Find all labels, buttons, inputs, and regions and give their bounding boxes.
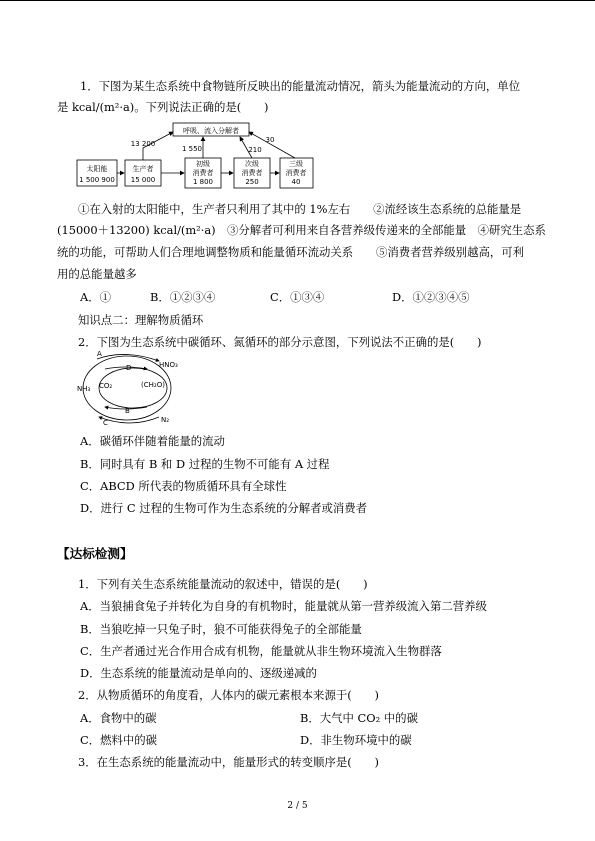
flow-210: 210 xyxy=(248,146,262,154)
process-d-label: D xyxy=(126,364,132,372)
q2-stem: 2．下图为生态系统中碳循环、氮循环的部分示意图，下列说法不正确的是( ) xyxy=(78,335,482,349)
t1-option-a: A．当狼捕食兔子并转化为自身的有机物时，能量就从第一营养级流入第二营养级 xyxy=(80,599,487,613)
q1-statement-line3: 统的功能，可帮助人们合理地调整物质和能量循环流动关系 ⑤消费者营养级别越高，可利 xyxy=(57,245,525,259)
q1-option-a: A．① xyxy=(80,290,112,304)
tertiary-consumer-value: 40 xyxy=(291,178,301,186)
t2-stem: 2．从物质循环的角度看，人体内的碳元素根本来源于( ) xyxy=(78,688,379,702)
q1-option-b: B．①②③④ xyxy=(150,290,216,304)
q2-option-a: A．碳循环伴随着能量的流动 xyxy=(80,434,225,448)
knowledge-point-2: 知识点二：理解物质循环 xyxy=(78,313,204,327)
t3-stem: 3．在生态系统的能量流动中，能量形式的转变顺序是( ) xyxy=(78,755,379,769)
secondary-consumer-label2: 消费者 xyxy=(241,169,263,177)
tertiary-consumer-label1: 三级 xyxy=(289,160,303,168)
q2-option-c: C．ABCD 所代表的物质循环具有全球性 xyxy=(80,479,287,493)
ch2o-label: (CH₂O) xyxy=(141,381,165,389)
producer-label: 生产者 xyxy=(132,165,154,173)
t2-option-d: D．非生物环境中的碳 xyxy=(300,733,412,747)
flow-30: 30 xyxy=(265,136,275,144)
primary-consumer-value: 1 800 xyxy=(192,178,214,186)
q2-option-d: D．进行 C 过程的生物可作为生态系统的分解者或消费者 xyxy=(80,501,368,515)
q1-statement-line4: 用的总能量越多 xyxy=(57,267,137,281)
t2-option-c: C．燃料中的碳 xyxy=(80,733,158,747)
q1-stem-line2: 是 kcal/(m²·a)。下列说法正确的是( ) xyxy=(57,100,269,114)
q1-statement-line1: ①在入射的太阳能中，生产者只利用了其中的 1%左右 ②流经该生态系统的总能量是 xyxy=(78,202,522,216)
header-rule xyxy=(0,0,595,1)
t1-option-b: B．当狼吃掉一只兔子时，狼不可能获得兔子的全部能量 xyxy=(80,622,362,636)
page-number: 2 / 5 xyxy=(287,801,308,811)
nh3-label: NH₃ xyxy=(77,385,91,393)
flow-1550: 1 550 xyxy=(181,145,203,153)
primary-consumer-label1: 初级 xyxy=(196,160,210,168)
sun-label: 太阳能 xyxy=(86,165,108,173)
process-c-label: C xyxy=(103,419,108,427)
n2-label: N₂ xyxy=(161,416,170,424)
q2-option-b: B．同时具有 B 和 D 过程的生物不可能有 A 过程 xyxy=(80,457,330,471)
t1-option-d: D．生态系统的能量流动是单向的、逐级递减的 xyxy=(80,666,317,680)
q1-option-d: D．①②③④⑤ xyxy=(392,290,470,304)
flow-13200: 13 200 xyxy=(130,140,156,148)
q1-statement-line2: (15000＋13200) kcal/(m²·a) ③分解者可利用来自各营养级传递来的全部能量 ④研究生态系 xyxy=(57,223,546,237)
t2-option-a: A．食物中的碳 xyxy=(80,711,157,725)
co2-label: CO₂ xyxy=(99,382,113,390)
energy-flow-diagram xyxy=(75,120,315,190)
primary-consumer-label2: 消费者 xyxy=(192,169,214,177)
producer-value: 15 000 xyxy=(130,176,156,184)
secondary-consumer-label1: 次级 xyxy=(245,160,259,168)
tertiary-consumer-label2: 消费者 xyxy=(285,169,307,177)
q1-stem-line1: 1．下图为某生态系统中食物链所反映出的能量流动情况，箭头为能量流动的方向，单位 xyxy=(80,79,521,93)
carbon-nitrogen-cycle-diagram xyxy=(75,347,185,427)
t1-option-c: C．生产者通过光合作用合成有机物，能量就从非生物环境流入生物群落 xyxy=(80,644,442,658)
process-b-label: B xyxy=(125,407,130,415)
q1-option-c: C．①③④ xyxy=(270,290,325,304)
t1-stem: 1．下列有关生态系统能量流动的叙述中，错误的是( ) xyxy=(78,577,368,591)
secondary-consumer-value: 250 xyxy=(245,178,259,186)
hno3-label: HNO₃ xyxy=(159,361,178,369)
respiration-label: 呼吸、流入分解者 xyxy=(183,127,239,135)
section-title: 【达标检测】 xyxy=(57,546,133,561)
t2-option-b: B．大气中 CO₂ 中的碳 xyxy=(300,711,418,725)
process-a-label: A xyxy=(97,350,102,358)
sun-value: 1 500 900 xyxy=(79,176,115,184)
